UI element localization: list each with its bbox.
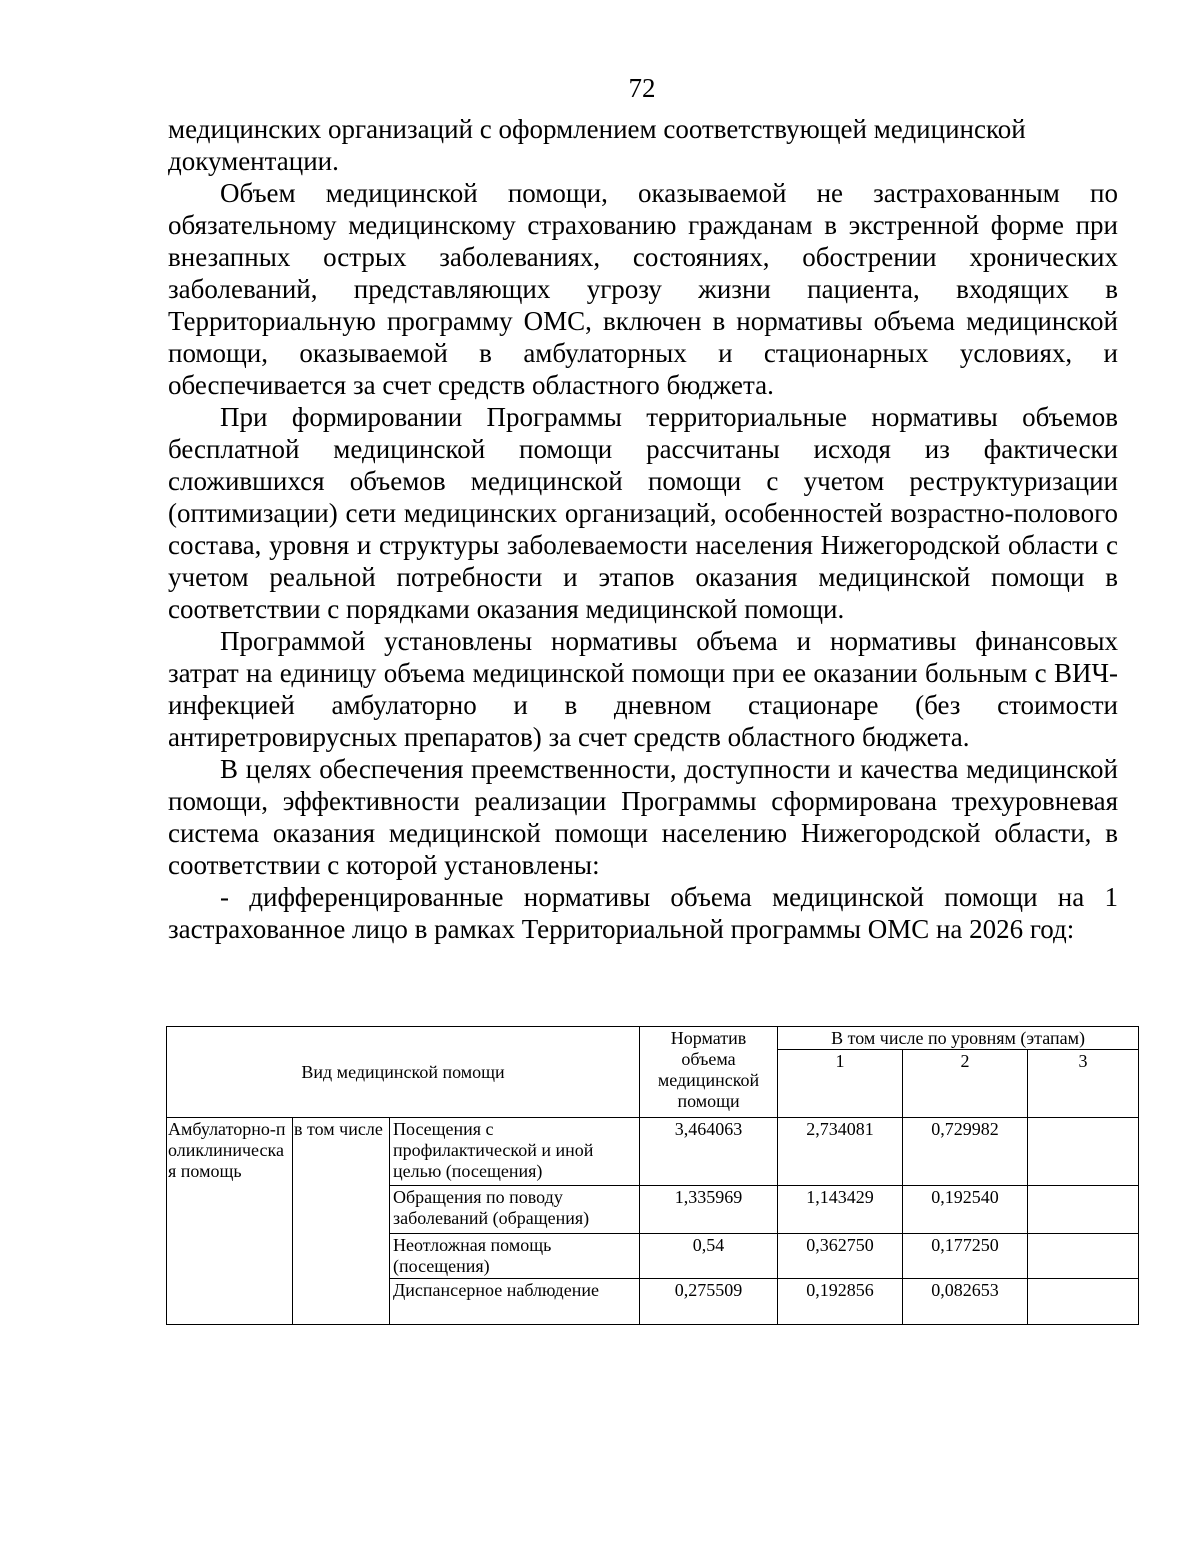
row-level-3 [1028,1118,1139,1186]
row-level-2: 0,729982 [903,1118,1028,1186]
table-header-row [167,1027,1139,1050]
row-level-3 [1028,1234,1139,1279]
header-level-1: 1 [778,1050,903,1118]
header-kind: Вид медицинской помощи [167,1027,640,1118]
header-level-3: 3 [1028,1050,1139,1118]
row-name: Посещения с профилактической и иной целью (посещения) [390,1118,640,1186]
row-norm: 3,464063 [640,1118,778,1186]
paragraph: медицинских организаций с оформлением соответствующей медицинской документации. [168,114,1026,176]
row-level-2: 0,177250 [903,1234,1028,1279]
norms-table [166,1026,1139,1325]
row-level-1: 2,734081 [778,1118,903,1186]
row-level-1: 1,143429 [778,1186,903,1234]
table-row [167,1118,1139,1186]
row-name: Диспансерное наблюдение [390,1279,640,1325]
paragraph: - дифференцированные нормативы объема медицинской помощи на 1 застрахованное лицо в рамках Территориальной программы ОМС на 2026 год: [168,882,1118,944]
row-norm: 0,54 [640,1234,778,1279]
paragraph: В целях обеспечения преемственности, доступности и качества медицинской помощи, эффективности реализации Программы сформирована трехуровневая система оказания медицинской помощи населению Нижегородской области, в соответствии с которой установлены: [168,754,1118,880]
paragraph: При формировании Программы территориальные нормативы объемов бесплатной медицинской помощи рассчитаны исходя из фактически сложившихся объемов медицинской помощи с учетом реструктуризации (оптимизации) сети медицинских организаций, особенностей возрастно-полового состава, уровня и структуры заболеваемости населения Нижегородской области с учетом реальной потребности и этапов оказания медицинской помощи в соответствии с порядками оказания медицинской помощи. [168,402,1118,624]
row-name: Обращения по поводу заболеваний (обращения) [390,1186,640,1234]
header-levels-title: В том числе по уровням (этапам) [778,1027,1139,1050]
header-norm: Норматив объема медицинской помощи [640,1027,778,1118]
row-level-2: 0,082653 [903,1279,1028,1325]
paragraph: Объем медицинской помощи, оказываемой не застрахованным по обязательному медицинскому страхованию гражданам в экстренной форме при внезапных острых заболеваниях, состояниях, обострении хронических заболеваний, представляющих угрозу жизни пациента, входящих в Территориальную программу ОМС, включен в нормативы объема медицинской помощи, оказываемой в амбулаторных и стационарных условиях, и обеспечивается за счет средств областного бюджета. [168,178,1118,400]
row-level-1: 0,362750 [778,1234,903,1279]
header-level-2: 2 [903,1050,1028,1118]
row-level-2: 0,192540 [903,1186,1028,1234]
document-body [168,113,1118,945]
group-label: Амбулаторно-поликлиническая помощь [167,1118,293,1325]
row-level-3 [1028,1186,1139,1234]
subgroup-label: в том числе [293,1118,390,1325]
row-norm: 1,335969 [640,1186,778,1234]
row-norm: 0,275509 [640,1279,778,1325]
row-level-3 [1028,1279,1139,1325]
page-number: 72 [628,73,656,103]
row-name: Неотложная помощь (посещения) [390,1234,640,1279]
row-level-1: 0,192856 [778,1279,903,1325]
paragraph: Программой установлены нормативы объема и нормативы финансовых затрат на единицу объема медицинской помощи при ее оказании больным с ВИЧ-инфекцией амбулаторно и в дневном стационаре (без стоимости антиретровирусных препаратов) за счет средств областного бюджета. [168,626,1118,752]
